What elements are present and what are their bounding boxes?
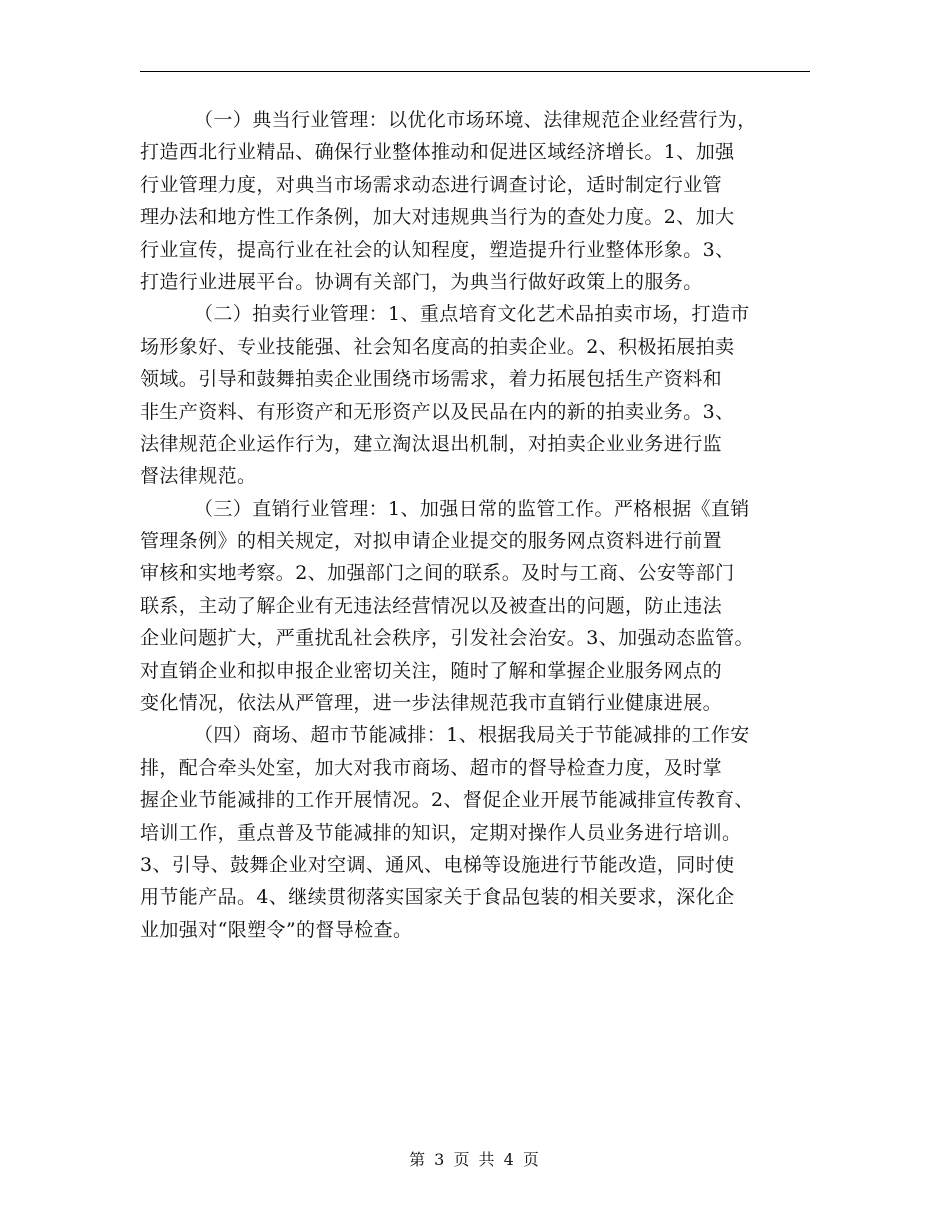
text-line: （三）直销行业管理：1、加强日常的监管工作。严格根据《直销 bbox=[194, 497, 750, 520]
text-line: 握企业节能减排的工作开展情况。2、督促企业开展节能减排宣传教育、 bbox=[140, 789, 754, 812]
text-line: 企业问题扩大，严重扰乱社会秩序，引发社会治安。3、加强动态监管。 bbox=[140, 627, 754, 650]
text-line: 变化情况，依法从严管理，进一步法律规范我市直销行业健康进展。 bbox=[140, 692, 723, 715]
text-line: 行业管理力度，对典当市场需求动态进行调查讨论，适时制定行业管 bbox=[140, 173, 723, 196]
text-line: 行业宣传，提高行业在社会的认知程度，塑造提升行业整体形象。3、 bbox=[140, 238, 735, 261]
text-line: 打造行业进展平台。协调有关部门，为典当行做好政策上的服务。 bbox=[140, 270, 703, 293]
paragraph-direct-sales bbox=[140, 493, 815, 720]
page-number-footer: 第 3 页 共 4 页 bbox=[409, 1150, 541, 1169]
text-line: 用节能产品。4、继续贯彻落实国家关于食品包装的相关要求，深化企 bbox=[140, 886, 735, 909]
text-line: （四）商场、超市节能减排：1、根据我局关于节能减排的工作安 bbox=[194, 724, 750, 747]
text-line: 审核和实地考察。2、加强部门之间的联系。及时与工商、公安等部门 bbox=[140, 562, 735, 585]
text-line: 业加强对“限塑令”的督导检查。 bbox=[140, 918, 413, 941]
text-line: 排，配合牵头处室，加大对我市商场、超市的督导检查力度，及时掌 bbox=[140, 756, 723, 779]
text-line: 理办法和地方性工作条例，加大对违规典当行为的查处力度。2、加大 bbox=[140, 206, 735, 229]
paragraph-energy-saving bbox=[140, 719, 815, 946]
text-line: 非生产资料、有形资产和无形资产以及民品在内的新的拍卖业务。3、 bbox=[140, 400, 735, 423]
text-line: 培训工作，重点普及节能减排的知识，定期对操作人员业务进行培训。 bbox=[140, 821, 742, 844]
text-line: 法律规范企业运作行为，建立淘汰退出机制，对拍卖企业业务进行监 bbox=[140, 432, 723, 455]
text-line: 打造西北行业精品、确保行业整体推动和促进区域经济增长。1、加强 bbox=[140, 141, 735, 164]
paragraph-auction-industry bbox=[140, 298, 815, 492]
text-line: 督法律规范。 bbox=[140, 465, 257, 488]
text-line: 管理条例》的相关规定，对拟申请企业提交的服务网点资料进行前置 bbox=[140, 530, 723, 553]
text-line: 场形象好、专业技能强、社会知名度高的拍卖企业。2、积极拓展拍卖 bbox=[140, 335, 735, 358]
paragraph-pawn-industry bbox=[140, 104, 815, 298]
text-line: （一）典当行业管理：以优化市场环境、法律规范企业经营行为， bbox=[194, 109, 757, 131]
text-line: 对直销企业和拟申报企业密切关注，随时了解和掌握企业服务网点的 bbox=[140, 659, 723, 682]
text-line: 联系，主动了解企业有无违法经营情况以及被查出的问题，防止违法 bbox=[140, 594, 723, 617]
text-line: （二）拍卖行业管理：1、重点培育文化艺术品拍卖市场，打造市 bbox=[194, 303, 750, 326]
body-text bbox=[140, 104, 815, 946]
header-rule bbox=[140, 71, 810, 72]
text-line: 3、引导、鼓舞企业对空调、通风、电梯等设施进行节能改造，同时使 bbox=[140, 853, 735, 876]
text-line: 领域。引导和鼓舞拍卖企业围绕市场需求，着力拓展包括生产资料和 bbox=[140, 368, 723, 391]
